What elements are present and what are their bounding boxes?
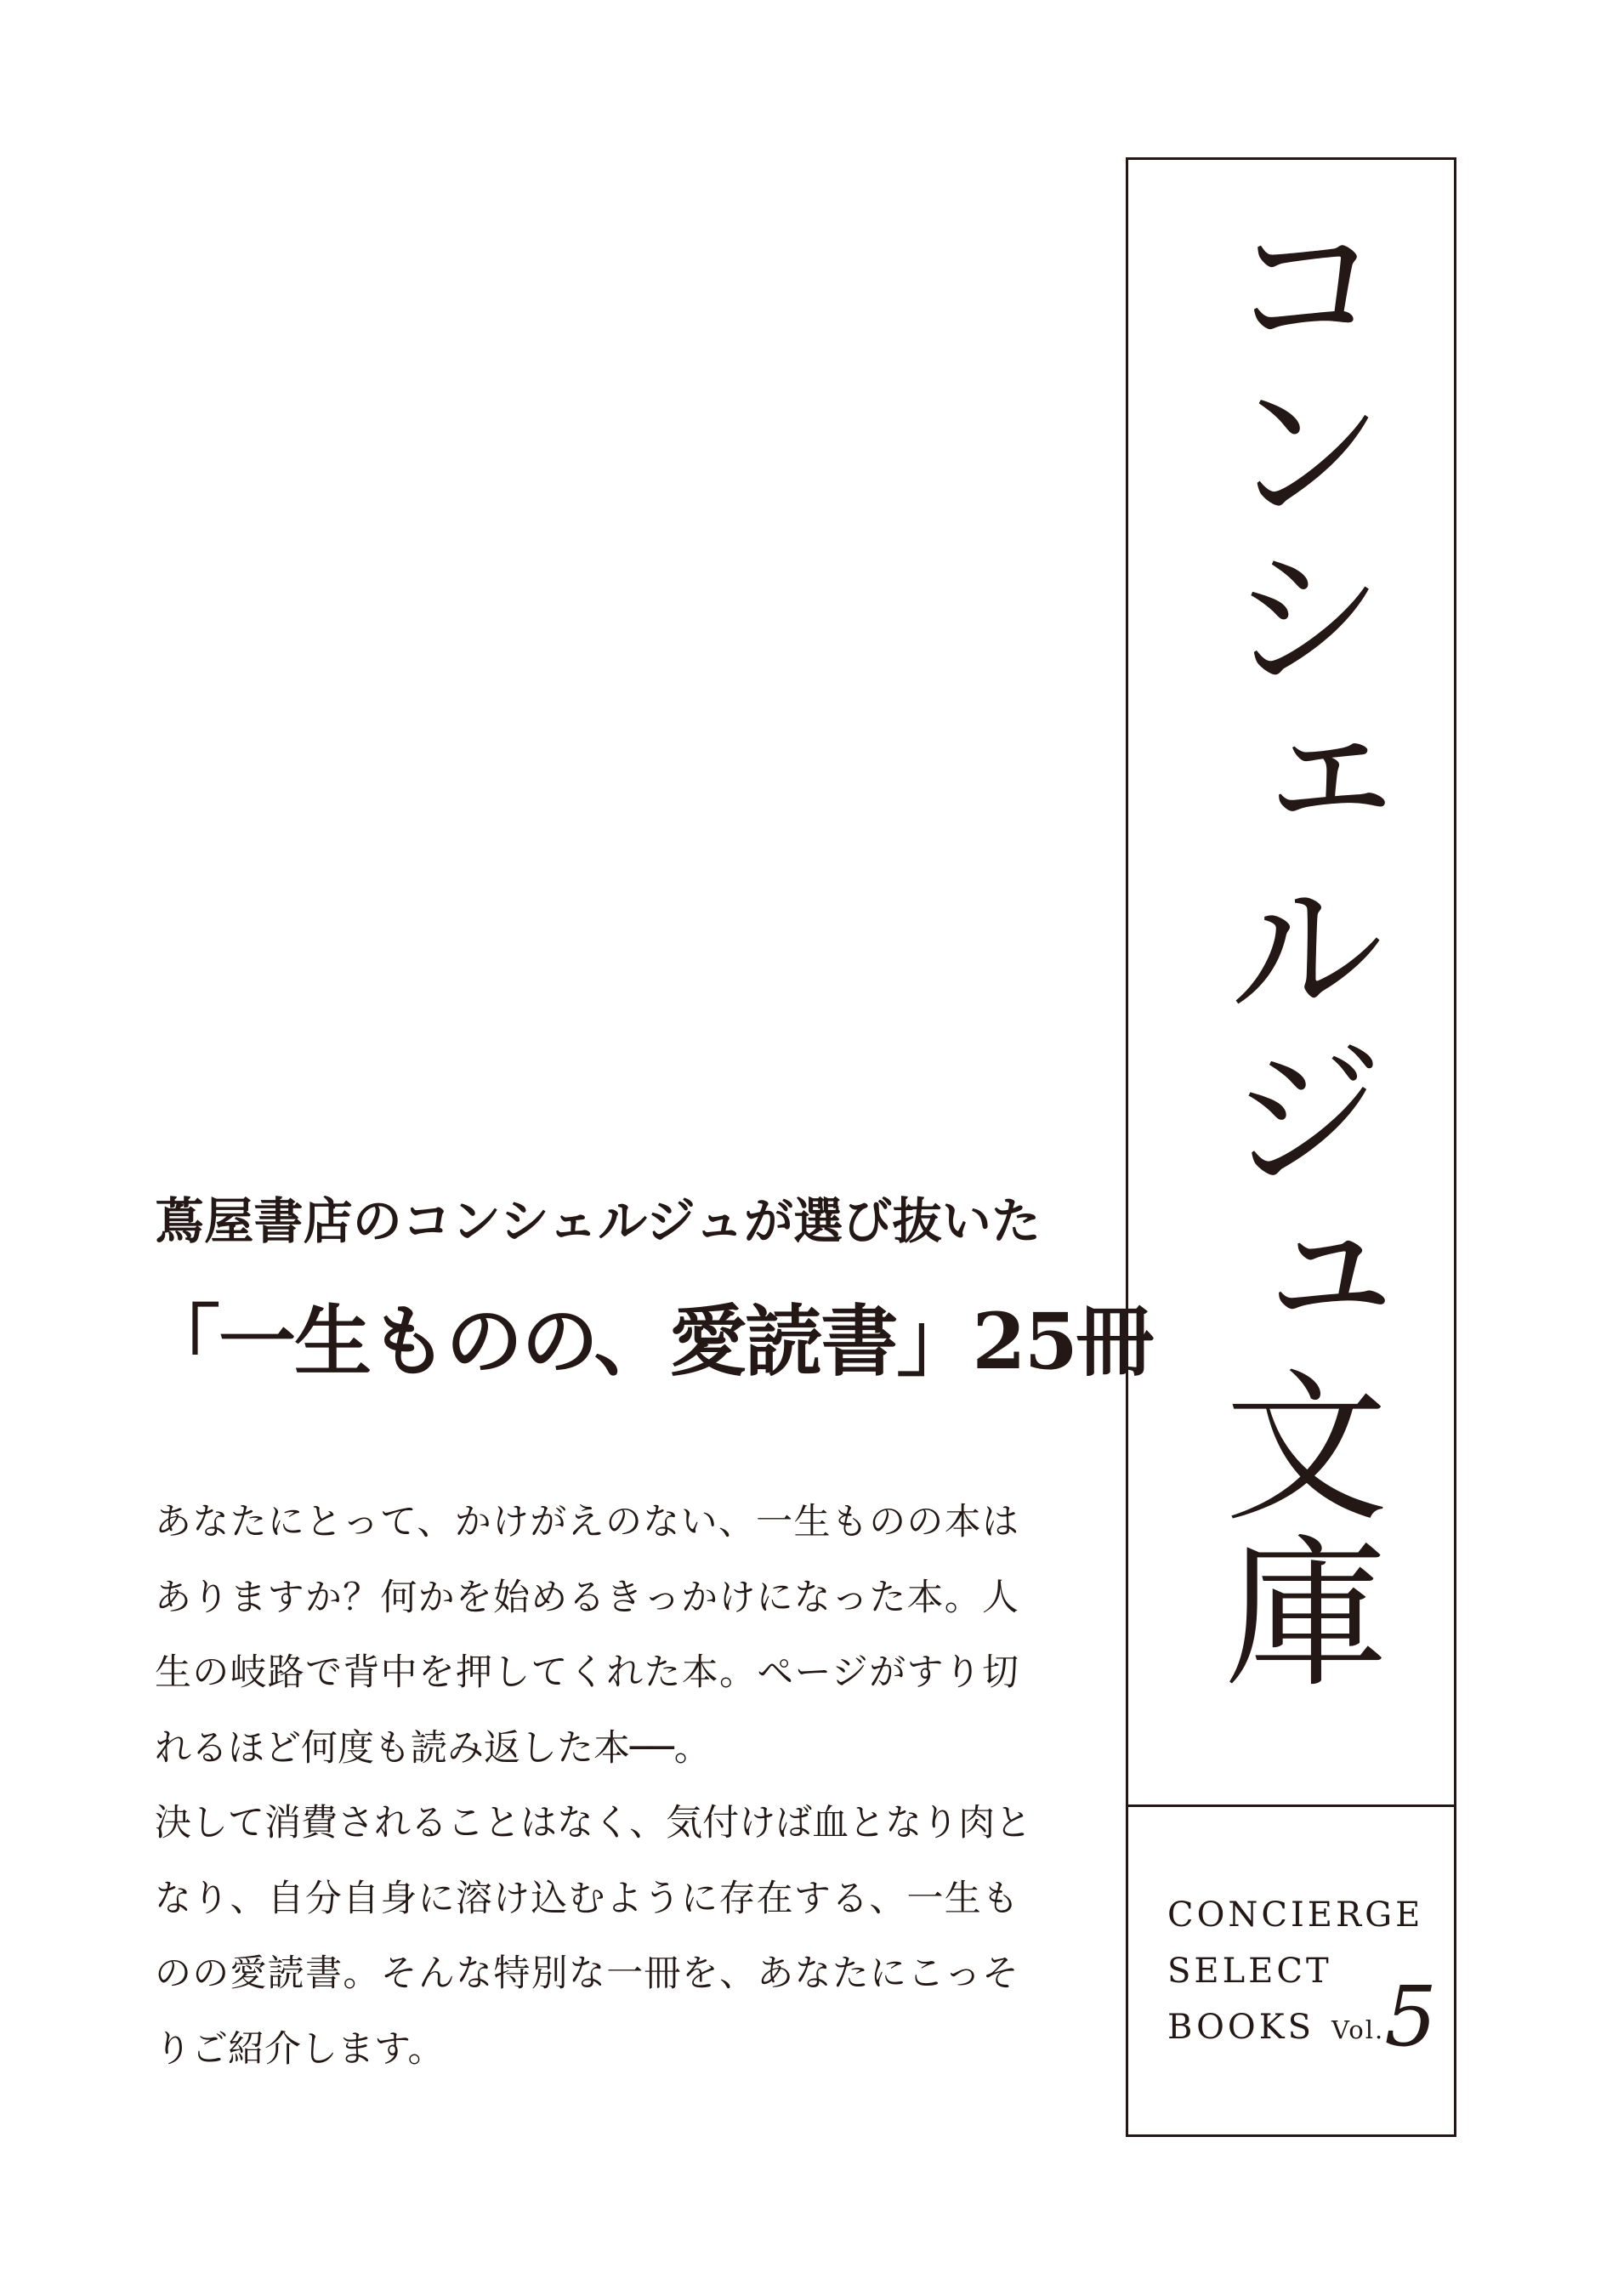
headline-small: 蔦屋書店のコンシェルジュが選び抜いた [155,1192,1041,1250]
volume-books-label: BOOKS [1167,2007,1315,2047]
intro-paragraph [155,1485,1032,2087]
volume-vol-label: Vol. [1331,2015,1385,2044]
volume-box [1126,1804,1456,2137]
body-line-7: のの愛読書。そんな特別な一冊を、あなたにこっそ [155,1952,1019,1995]
volume-line-concierge: CONCIERGE [1167,1895,1424,1935]
volume-line-select: SELECT [1167,1951,1332,1991]
body-line-3: 生の岐路で背中を押してくれた本。ページがすり切 [155,1651,1019,1694]
spine-vertical-title: コンシェルジュ文庫 [1196,201,1387,1693]
body-line-4: れるほど何度も読み返した本──。 [155,1726,711,1770]
volume-number: 5 [1384,1968,1437,2065]
spine-title-box [1126,157,1456,1807]
body-line-1: あなたにとって、かけがえのない、一生ものの本は [155,1501,1019,1543]
headline-large: 「一生ものの、愛読書」25冊 [143,1297,1152,1387]
body-line-6: なり、自分自身に溶け込むように存在する、一生も [155,1877,1019,1920]
body-line-5: 決して消費されることはなく、気付けば血となり肉と [155,1802,1032,1844]
body-line-8: りご紹介します。 [155,2027,445,2071]
body-line-2: ありますか？何かを始めるきっかけになった本。人 [155,1576,1019,1619]
